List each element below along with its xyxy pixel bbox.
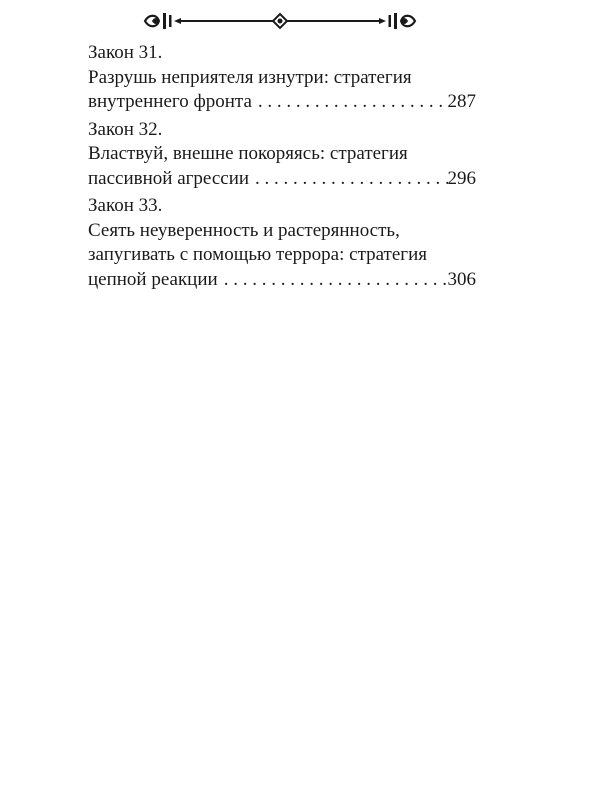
entry-title-end: внутреннего фронта bbox=[88, 91, 252, 112]
dot-leader bbox=[218, 268, 448, 293]
entry-title-end: цепной реакции bbox=[88, 268, 218, 290]
dot-leader bbox=[249, 167, 447, 192]
entry-title-end: пассивной агрессии bbox=[88, 167, 250, 189]
entry-title-line: запугивать с помощью террора: стратегия bbox=[88, 244, 427, 265]
dot-leader bbox=[252, 90, 448, 115]
entry-title-line: Сеять неуверенность и растерянность, bbox=[88, 219, 400, 241]
law-number: Закон 31. bbox=[88, 42, 163, 63]
law-number: Закон 33. bbox=[88, 195, 163, 216]
entry-title-last-line bbox=[88, 167, 476, 192]
toc-entry-law-33[interactable] bbox=[88, 194, 476, 292]
toc-entry-law-32[interactable] bbox=[88, 118, 476, 192]
toc-entry-law-31[interactable] bbox=[88, 41, 476, 115]
page-number: 287 bbox=[447, 91, 476, 112]
page-number: 306 bbox=[447, 268, 476, 290]
page-number: 296 bbox=[447, 167, 476, 189]
entry-title-last-line bbox=[88, 90, 476, 115]
entry-title-line: Разрушь неприятеля изнутри: стратегия bbox=[88, 66, 412, 88]
law-number: Закон 32. bbox=[88, 118, 163, 140]
entry-title-line: Властвуй, внешне покоряясь: стратегия bbox=[88, 143, 408, 164]
entry-title-last-line bbox=[88, 268, 476, 293]
table-of-contents bbox=[88, 41, 476, 295]
decorative-divider-ornament bbox=[143, 10, 417, 32]
